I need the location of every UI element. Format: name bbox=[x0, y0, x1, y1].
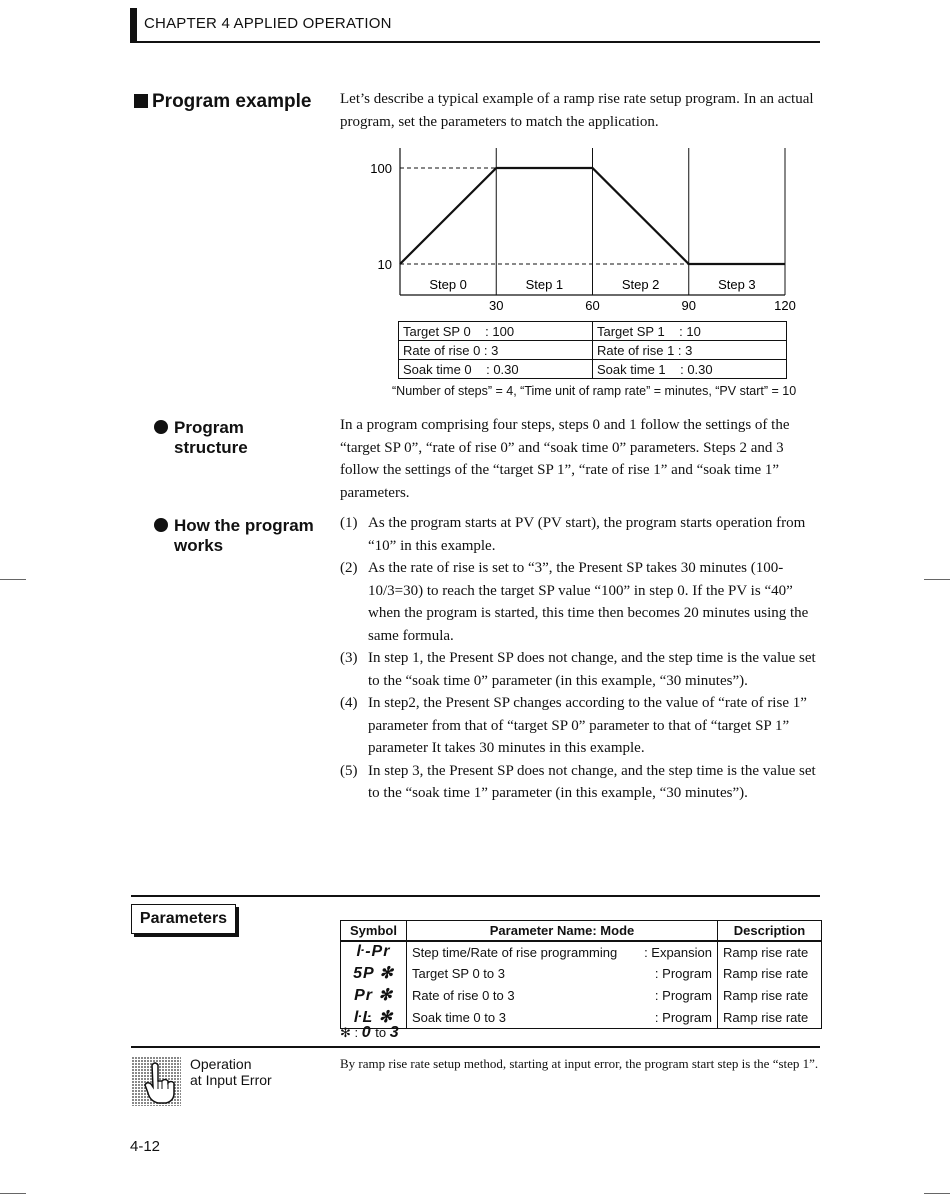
square-bullet-icon bbox=[134, 94, 148, 108]
operation-label-line-2: at Input Error bbox=[190, 1072, 272, 1088]
settings-cell: Target SP 1 : 10 bbox=[593, 322, 787, 341]
col-header-desc: Description bbox=[718, 921, 822, 942]
intro-paragraph: Let’s describe a typical example of a ramp rise rate setup program. In an actual program, set the parameters to match the application. bbox=[340, 91, 814, 130]
symbol-cell-text: Pr ✻ bbox=[354, 987, 393, 1004]
crop-mark-left bbox=[0, 579, 26, 580]
symbol-footnote bbox=[340, 1024, 400, 1042]
operation-body: By ramp rise rate setup method, starting at input error, the program start step is the “step 1”. bbox=[340, 1056, 819, 1071]
settings-cell: Rate of rise 1 : 3 bbox=[593, 341, 787, 360]
footnote-mid: to bbox=[375, 1025, 387, 1040]
settings-cell: Soak time 0 : 0.30 bbox=[399, 360, 593, 379]
y-tick-label: 10 bbox=[377, 257, 392, 272]
pointing-hand-icon bbox=[132, 1057, 181, 1106]
symbol-cell-text: ŀĿ ✻ bbox=[353, 1009, 394, 1026]
crop-mark-bottom-right bbox=[924, 1193, 950, 1194]
steps-list bbox=[340, 512, 820, 805]
param-desc-cell bbox=[718, 984, 822, 1006]
how-it-works-body bbox=[340, 512, 820, 805]
settings-row bbox=[399, 360, 787, 379]
header-rule bbox=[130, 41, 820, 43]
step-text: As the rate of rise is set to “3”, the Present SP takes 30 minutes (100-10/3=30) to reach the target SP value “100” in step 0. If the PV is “40” when the program is started, this time then becomes 20 minutes using the same formula. bbox=[368, 560, 809, 644]
heading-line-2: works bbox=[174, 536, 224, 555]
parameters-rule bbox=[131, 895, 820, 897]
param-name-cell bbox=[407, 941, 718, 962]
x-tick-label: 120 bbox=[774, 298, 796, 313]
step-number: (2) bbox=[340, 560, 358, 576]
step-label: Step 0 bbox=[429, 277, 467, 292]
section-title bbox=[134, 91, 311, 113]
parameters-table bbox=[340, 920, 822, 1029]
step-item bbox=[340, 760, 820, 805]
footnote-prefix: ✻ : bbox=[340, 1025, 359, 1040]
parameters-title: Parameters bbox=[131, 904, 236, 934]
bullet-dot-icon bbox=[154, 420, 168, 434]
param-mode: : Expansion bbox=[644, 944, 712, 960]
symbol-cell-text: ŀ-Pr bbox=[356, 943, 391, 960]
param-desc-cell-text: Ramp rise rate bbox=[723, 987, 809, 1003]
x-tick-label: 90 bbox=[681, 298, 696, 313]
settings-cell: Rate of rise 0 : 3 bbox=[399, 341, 593, 360]
chart-labels bbox=[370, 161, 796, 313]
heading-line-1: How the program bbox=[174, 516, 314, 535]
settings-row bbox=[399, 322, 787, 341]
param-desc-cell bbox=[718, 962, 822, 984]
section-title-text: Program example bbox=[152, 91, 312, 112]
step-number: (1) bbox=[340, 515, 358, 531]
chart-caption: “Number of steps” = 4, “Time unit of ramp rate” = minutes, “PV start” = 10 bbox=[392, 384, 797, 398]
param-name: Target SP 0 to 3 bbox=[412, 965, 505, 981]
step-label: Step 1 bbox=[525, 277, 564, 292]
param-desc-cell-text: Ramp rise rate bbox=[723, 1009, 809, 1025]
step-text: As the program starts at PV (PV start), the program starts operation from “10” in this example. bbox=[368, 515, 806, 554]
param-name-cell bbox=[407, 984, 718, 1006]
param-mode: : Program bbox=[654, 1009, 712, 1025]
symbol-cell bbox=[341, 962, 407, 984]
program-chart bbox=[360, 140, 810, 320]
col-header-name: Parameter Name: Mode bbox=[407, 921, 718, 942]
y-tick-label: 100 bbox=[370, 161, 392, 176]
operation-label-line-1: Operation bbox=[190, 1056, 252, 1072]
chart-gridlines bbox=[400, 148, 785, 295]
footnote-to: 3 bbox=[389, 1024, 400, 1041]
program-structure-body: In a program comprising four steps, steps 0 and 1 follow the settings of the “target SP 0”, “rate of rise 0” and “soak time 0” parameters. Steps 2 and 3 follow the settings of the “target SP 1”, “rate of rise 1” and “soak time 1” parameters. bbox=[340, 417, 790, 501]
table-row bbox=[341, 984, 822, 1006]
param-desc-cell bbox=[718, 1006, 822, 1029]
chapter-title: CHAPTER 4 APPLIED OPERATION bbox=[144, 15, 392, 32]
settings-table bbox=[398, 321, 787, 379]
how-it-works-heading bbox=[154, 516, 314, 556]
param-desc-cell-text: Ramp rise rate bbox=[723, 965, 809, 981]
table-row bbox=[341, 941, 822, 962]
step-item bbox=[340, 647, 820, 692]
bullet-dot-icon bbox=[154, 518, 168, 532]
program-chart-svg bbox=[360, 140, 810, 320]
step-number: (3) bbox=[340, 650, 358, 666]
settings-cell: Soak time 1 : 0.30 bbox=[593, 360, 787, 379]
step-label: Step 3 bbox=[718, 277, 756, 292]
x-tick-label: 60 bbox=[585, 298, 600, 313]
step-number: (4) bbox=[340, 695, 358, 711]
program-structure-heading bbox=[154, 418, 248, 458]
step-label: Step 2 bbox=[621, 277, 660, 292]
x-tick-label: 30 bbox=[489, 298, 504, 313]
header-bar bbox=[130, 8, 137, 43]
step-item bbox=[340, 512, 820, 557]
param-desc-cell bbox=[718, 941, 822, 962]
operation-label bbox=[190, 1056, 272, 1088]
step-item bbox=[340, 557, 820, 647]
step-text: In step 1, the Present SP does not change, and the step time is the value set to the “soak time 0” parameter (in this example, “30 minutes”). bbox=[368, 650, 816, 689]
page-number: 4-12 bbox=[130, 1138, 161, 1155]
param-name: Soak time 0 to 3 bbox=[412, 1009, 506, 1025]
crop-mark-right bbox=[924, 579, 950, 580]
step-item bbox=[340, 692, 820, 760]
step-number: (5) bbox=[340, 762, 358, 779]
heading-line-1: Program bbox=[174, 418, 244, 437]
crop-mark-bottom-left bbox=[0, 1193, 26, 1194]
symbol-cell-text: 5P ✻ bbox=[353, 965, 394, 982]
operation-rule bbox=[131, 1046, 820, 1048]
symbol-cell bbox=[341, 984, 407, 1006]
param-mode: : Program bbox=[654, 987, 712, 1003]
symbol-cell bbox=[341, 941, 407, 962]
settings-cell: Target SP 0 : 100 bbox=[399, 322, 593, 341]
step-text: In step 3, the Present SP does not change, and the step time is the value set to the “soak time 1” parameter (in this example, “30 minutes”). bbox=[368, 762, 816, 801]
heading-line-2: structure bbox=[174, 438, 248, 457]
footnote-from: 0 bbox=[361, 1024, 372, 1041]
table-row bbox=[341, 962, 822, 984]
settings-row bbox=[399, 341, 787, 360]
table-row bbox=[341, 1006, 822, 1029]
param-desc-cell-text: Ramp rise rate bbox=[723, 944, 809, 960]
param-name-cell bbox=[407, 1006, 718, 1029]
param-name-cell bbox=[407, 962, 718, 984]
param-mode: : Program bbox=[654, 965, 712, 981]
param-name: Step time/Rate of rise programming bbox=[412, 944, 618, 960]
col-header-symbol: Symbol bbox=[341, 921, 407, 942]
step-text: In step2, the Present SP changes according to the value of “rate of rise 1” parameter from that of “target SP 0” parameter to that of “target SP 1” parameter It takes 30 minutes in this example. bbox=[368, 695, 807, 756]
param-name: Rate of rise 0 to 3 bbox=[412, 987, 515, 1003]
